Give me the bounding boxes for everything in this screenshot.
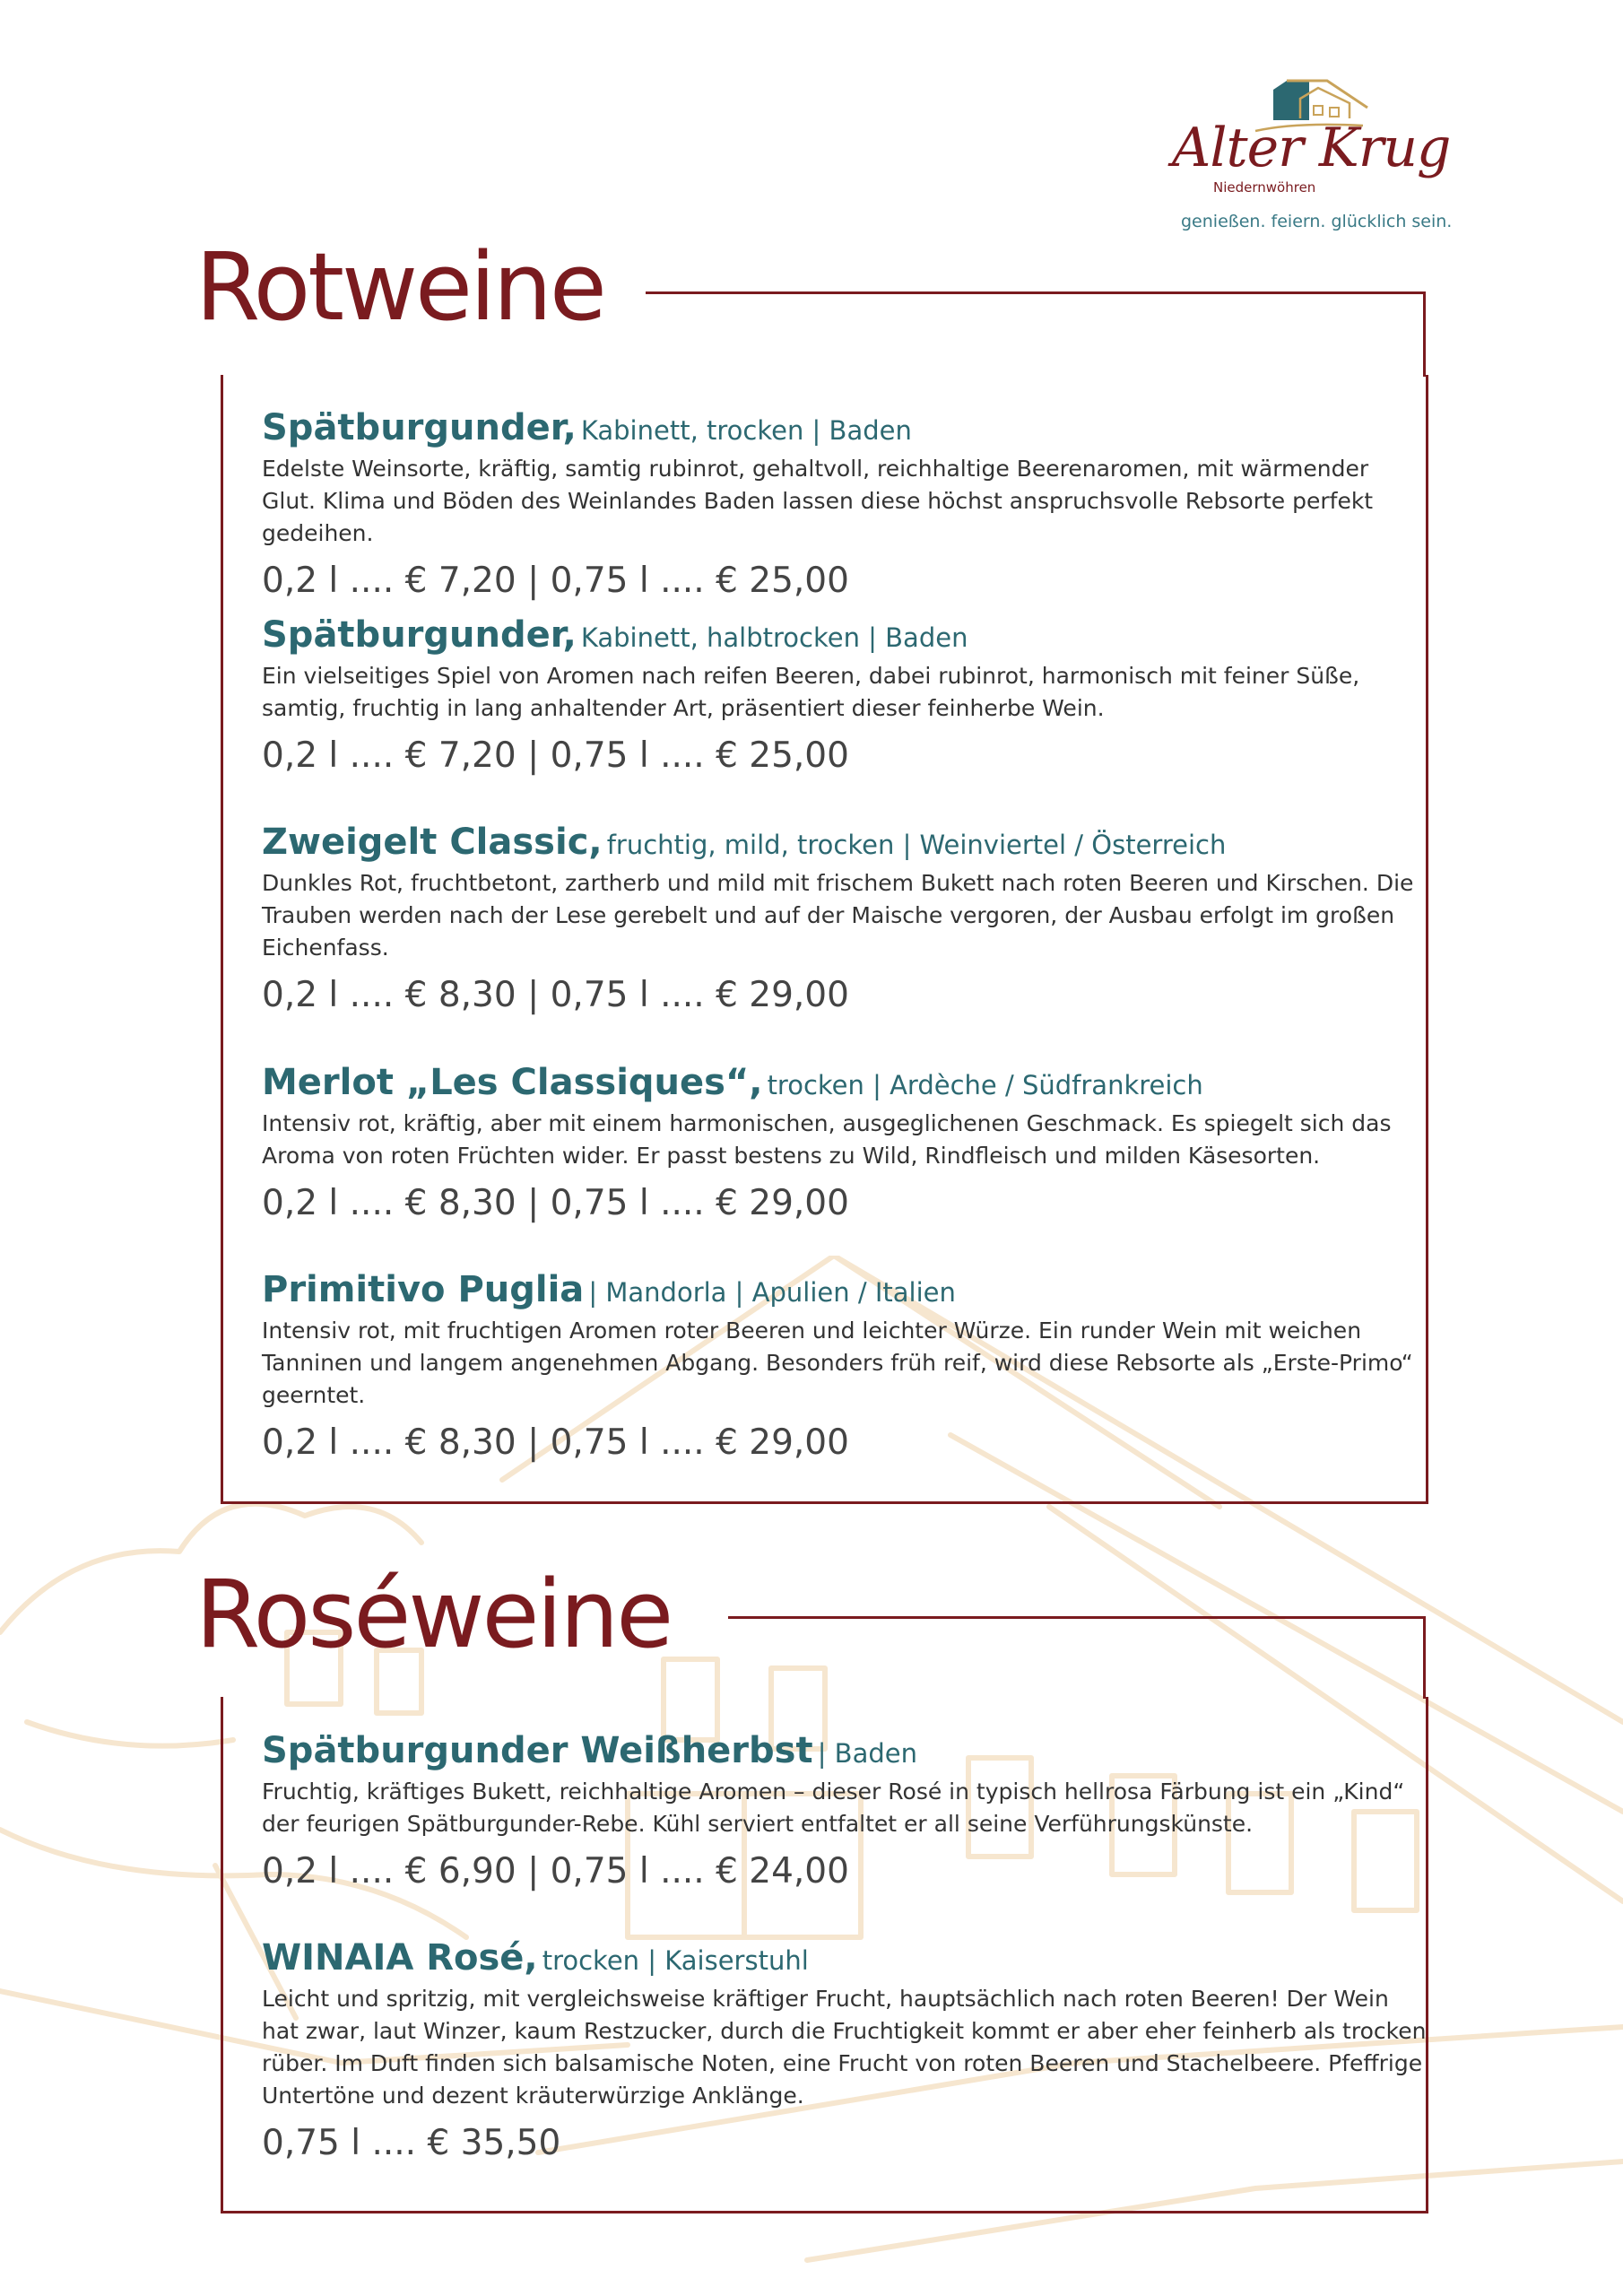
- wine-meta: trocken | Kaiserstuhl: [542, 1945, 809, 1976]
- wine-item: [262, 1938, 1428, 2163]
- wine-price: 0,2 l .... € 8,30 | 0,75 l .... € 29,00: [262, 1183, 849, 1223]
- wine-meta: Kabinett, trocken | Baden: [580, 415, 912, 446]
- wine-item: [262, 822, 1428, 1015]
- wine-name: WINAIA Rosé,: [262, 1937, 538, 1979]
- wine-price: 0,2 l .... € 7,20 | 0,75 l .... € 25,00: [262, 561, 849, 601]
- wine-description: Dunkles Rot, fruchtbetont, zartherb und mild mit frischem Bukett nach roten Beeren und Kirschen. Die Trauben werden nach der Lese gerebelt und auf der Maische vergoren, der Ausbau erfolgt im großen Eichenfass.: [262, 870, 1414, 961]
- wine-item: [262, 1731, 1428, 1892]
- logo-slogan: genießen. feiern. glücklich sein.: [1181, 212, 1453, 231]
- wine-price: 0,2 l .... € 8,30 | 0,75 l .... € 29,00: [262, 1422, 849, 1463]
- wine-description: Edelste Weinsorte, kräftig, samtig rubinrot, gehaltvoll, reichhaltige Beerenaromen, mit wärmender Glut. Klima und Böden des Weinlandes Baden lassen diese höchst anspruchsvolle Rebsorte perfekt gedeihen.: [262, 456, 1374, 546]
- logo-location: Niedernwöhren: [1213, 179, 1316, 196]
- wine-price: 0,2 l .... € 8,30 | 0,75 l .... € 29,00: [262, 975, 849, 1015]
- wine-description: Fruchtig, kräftiges Bukett, reichhaltige Aromen – dieser Rosé in typisch hellrosa Färbung ist ein „Kind“ der feurigen Spätburgunder-Rebe. Kühl serviert entfaltet er all seine Verführungskünste.: [262, 1779, 1405, 1837]
- wine-meta: | Mandorla | Apulien / Italien: [588, 1277, 956, 1308]
- section-title: Rotweine: [195, 232, 604, 342]
- wine-item: [262, 615, 1428, 776]
- wine-name: Merlot „Les Classiques“,: [262, 1062, 763, 1103]
- wine-name: Zweigelt Classic,: [262, 822, 603, 863]
- wine-description: Intensiv rot, mit fruchtigen Aromen roter Beeren und leichter Würze. Ein runder Wein mit weichen Tanninen und langem angenehmen Abgang. Besonders früh reif, wird diese Rebsorte als „Erste-Primo“ geerntet.: [262, 1318, 1413, 1408]
- wine-meta: | Baden: [817, 1738, 917, 1769]
- frame-top-rule: [728, 1616, 1426, 1619]
- wine-price: 0,2 l .... € 7,20 | 0,75 l .... € 25,00: [262, 735, 849, 776]
- logo: [1161, 72, 1453, 242]
- wine-meta: Kabinett, halbtrocken | Baden: [580, 622, 968, 653]
- wine-description: Ein vielseitiges Spiel von Aromen nach reifen Beeren, dabei rubinrot, harmonisch mit feiner Süße, samtig, fruchtig in lang anhaltender Art, präsentiert dieser feinherbe Wein.: [262, 663, 1360, 721]
- wine-name: Spätburgunder Weißherbst: [262, 1730, 813, 1771]
- wine-price: 0,75 l .... € 35,50: [262, 2123, 561, 2163]
- frame-corner: [1423, 291, 1426, 377]
- wine-meta: fruchtig, mild, trocken | Weinviertel / Österreich: [606, 830, 1227, 860]
- frame-top-rule: [646, 291, 1426, 294]
- wine-name: Primitivo Puglia: [262, 1269, 585, 1310]
- wine-meta: trocken | Ardèche / Südfrankreich: [767, 1070, 1203, 1100]
- section-title: Roséweine: [195, 1560, 672, 1669]
- wine-item: [262, 1063, 1428, 1223]
- wine-item: [262, 1270, 1428, 1463]
- wine-price: 0,2 l .... € 6,90 | 0,75 l .... € 24,00: [262, 1851, 849, 1892]
- wine-item: [262, 408, 1428, 601]
- wine-name: Spätburgunder,: [262, 407, 577, 448]
- logo-wordmark: Alter Krug: [1172, 117, 1451, 179]
- wine-name: Spätburgunder,: [262, 614, 577, 656]
- frame-corner: [1423, 1616, 1426, 1699]
- wine-description: Intensiv rot, kräftig, aber mit einem harmonischen, ausgeglichenen Geschmack. Es spiegelt sich das Aroma von roten Früchten wider. Er passt bestens zu Wild, Rindfleisch und milden Käsesorten.: [262, 1110, 1392, 1169]
- wine-description: Leicht und spritzig, mit vergleichsweise kräftiger Frucht, hauptsächlich nach roten Beeren! Der Wein hat zwar, laut Winzer, kaum Restzucker, durch die Fruchtigkeit kommt er aber eher feinherb als trocken rüber. Im Duft finden sich balsamische Noten, eine Frucht von roten Beeren und Stachelbeere. Pfeffrige Untertöne und dezent kräuterwürzige Anklänge.: [262, 1986, 1427, 2109]
